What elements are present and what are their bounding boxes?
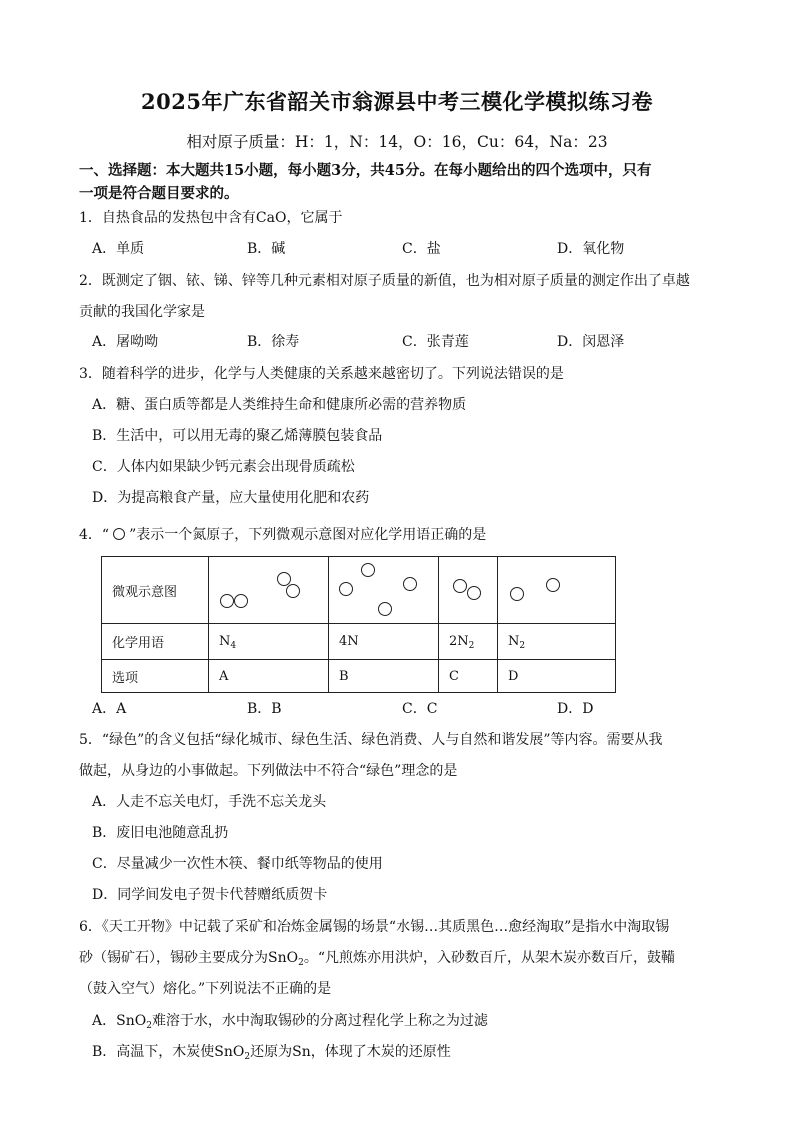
section-heading-line2: 一项是符合题目要求的。 <box>79 185 239 202</box>
question-3-stem: 3．随着科学的进步，化学与人类健康的关系越来越密切了。下列说法错误的是 <box>79 366 564 382</box>
question-6-stem-line3: （鼓入空气）熔化。”下列说法不正确的是 <box>79 981 332 997</box>
question-6-stem-line1: 6．《天工开物》中记载了采矿和冶炼金属锡的场景“水锡…其质黑色…愈经淘取”是指水中淘取锡 <box>79 919 670 935</box>
atom-icon <box>546 578 560 592</box>
question-4-table <box>101 556 616 693</box>
atom-icon <box>339 582 353 596</box>
question-1-option-c: C．盐 <box>402 241 441 257</box>
atom-icon <box>234 594 248 608</box>
atom-icon <box>378 602 392 616</box>
page-title: 2025年广东省韶关市翁源县中考三模化学模拟练习卷 <box>141 89 653 114</box>
table-option-b: B <box>329 660 439 693</box>
question-1-option-b: B．碱 <box>247 241 286 257</box>
question-5-option-d: D．同学间发电子贺卡代替赠纸质贺卡 <box>92 887 328 903</box>
question-3-option-b: B．生活中，可以用无毒的聚乙烯薄膜包装食品 <box>92 428 383 444</box>
subscript: 2 <box>244 1052 251 1062</box>
table-option-c: C <box>439 660 498 693</box>
question-4-stem-prefix: 4．“ <box>79 527 110 543</box>
question-3-option-a: A．糖、蛋白质等都是人类维持生命和健康所必需的营养物质 <box>92 397 467 413</box>
diagram-cell-d <box>498 557 616 624</box>
table-option-d: D <box>498 660 616 693</box>
question-4-stem <box>79 525 486 545</box>
question-4-option-d: D．D <box>557 701 594 717</box>
diagram-cell-a <box>209 557 329 624</box>
atom-icon <box>467 586 481 600</box>
question-1-option-a: A．单质 <box>92 241 145 257</box>
subscript: 2 <box>146 1021 152 1031</box>
question-1-option-d: D．氧化物 <box>557 241 625 257</box>
subscript: 2 <box>298 958 304 968</box>
formula-a: $N_4$ <box>209 624 329 660</box>
question-5-option-b: B．废旧电池随意乱扔 <box>92 825 229 841</box>
question-5-option-a: A．人走不忘关电灯，手洗不忘关龙头 <box>92 794 327 810</box>
question-6-option-a-part2: 难溶于水，水中淘取锡砂的分离过程化学上称之为过滤 <box>151 1013 488 1029</box>
diagram-cell-b <box>329 557 439 624</box>
question-6-option-b-part1: B．高温下，木炭使SnO <box>92 1044 245 1060</box>
atom-icon <box>361 563 375 577</box>
question-4-option-b: B．B <box>247 701 282 717</box>
question-2-option-d: D．闵恩泽 <box>557 334 625 350</box>
question-5-stem-line1: 5．“绿色”的含义包括“绿化城市、绿色生活、绿色消费、人与自然和谐发展”等内容。需要从我 <box>79 732 663 748</box>
section-heading-line1: 一、选择题：本大题共15小题，每小题3分，共45分。在每小题给出的四个选项中，只有 <box>79 162 652 179</box>
relative-atomic-mass-note: 相对原子质量：H：1，N：14，O：16，Cu：64，Na：23 <box>186 133 608 151</box>
question-2-option-c: C．张青莲 <box>402 334 469 350</box>
question-4-option-c: C．C <box>402 701 438 717</box>
atom-icon <box>286 584 300 598</box>
question-6-option-b-part2: 还原为Sn，体现了木炭的还原性 <box>250 1044 451 1060</box>
formula-b: 4N <box>329 624 439 660</box>
formula-c: $2N_2$ <box>439 624 498 660</box>
question-6-stem-line2-part2: 。“凡煎炼亦用洪炉，入砂数百斤，从架木炭亦数百斤，鼓鞴 <box>303 950 675 966</box>
table-header-diagram: 微观示意图 <box>102 557 209 624</box>
atom-icon <box>453 579 467 593</box>
question-2-stem-line2: 贡献的我国化学家是 <box>79 304 205 320</box>
question-6-stem-line2-part1: 砂（锡矿石），锡砂主要成分为SnO <box>79 950 299 966</box>
question-2-option-a: A．屠呦呦 <box>92 334 159 350</box>
question-6-option-b <box>92 1042 451 1062</box>
question-1-stem: 1．自热食品的发热包中含有CaO，它属于 <box>79 210 343 226</box>
atom-icon <box>510 587 524 601</box>
question-6-option-a <box>92 1011 488 1031</box>
question-4-option-a: A．A <box>92 701 127 717</box>
table-header-option: 选项 <box>102 660 209 693</box>
table-option-a: A <box>209 660 329 693</box>
nitrogen-atom-icon <box>113 528 125 540</box>
question-6-option-a-part1: A．SnO <box>92 1013 147 1029</box>
question-2-stem-line1: 2．既测定了铟、铱、锑、锌等几种元素相对原子质量的新值，也为相对原子质量的测定作出了卓越 <box>79 273 690 289</box>
question-5-option-c: C．尽量减少一次性木筷、餐巾纸等物品的使用 <box>92 856 383 872</box>
question-3-option-c: C．人体内如果缺少钙元素会出现骨质疏松 <box>92 459 355 475</box>
table-header-formula: 化学用语 <box>102 624 209 660</box>
atom-icon <box>403 577 417 591</box>
diagram-cell-c <box>439 557 498 624</box>
question-6-stem-line2 <box>79 948 675 968</box>
atom-icon <box>220 594 234 608</box>
question-2-option-b: B．徐寿 <box>247 334 300 350</box>
formula-d: $N_2$ <box>498 624 616 660</box>
question-5-stem-line2: 做起，从身边的小事做起。下列做法中不符合“绿色”理念的是 <box>79 763 458 779</box>
question-4-stem-suffix: ”表示一个氮原子，下列微观示意图对应化学用语正确的是 <box>129 527 487 543</box>
question-3-option-d: D．为提高粮食产量，应大量使用化肥和农药 <box>92 490 370 506</box>
